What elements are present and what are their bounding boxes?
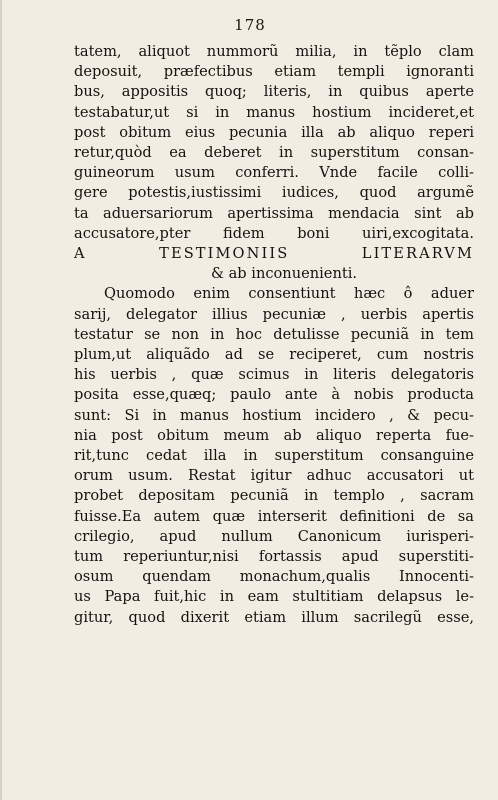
paragraph-line: us Papa fuit,hic in eam stultitiam delapsus le- — [74, 588, 474, 606]
paragraph-line: plum,ut aliquãdo ad se reciperet, cum nostris — [74, 346, 474, 364]
paragraph-line: nia post obitum meum ab aliquo reperta fue- — [74, 426, 474, 444]
paragraph-line: fuisse.Ea autem quæ interserit definitioni de sa — [74, 507, 474, 525]
section-heading: A TESTIMONIIS LITERARVM — [74, 245, 474, 263]
paragraph-line: orum usum. Restat igitur adhuc accusatori ut — [74, 467, 474, 485]
paragraph-line: sunt: Si in manus hostium incidero , & pecu- — [74, 406, 474, 424]
paragraph-line: sarij, delegator illius pecuniæ , uerbis apertis — [74, 305, 474, 323]
text-line: accusatore,pter fidem boni uiri,excogitata. — [74, 224, 474, 242]
text-line: gere potestis,iustissimi iudices, quod argumẽ — [74, 184, 474, 202]
text-line: post obitum eius pecunia illa ab aliquo reperi — [74, 123, 474, 141]
paragraph-line: probet depositam pecuniã in templo , sacram — [74, 487, 474, 505]
text-line: bus, appositis quoq; literis, in quibus aperte — [74, 83, 474, 101]
paragraph-line: posita esse,quæq; paulo ante à nobis producta — [74, 386, 474, 404]
text-line: guineorum usum conferri. Vnde facile colli- — [74, 164, 474, 182]
text-line: testabatur,ut si in manus hostium incideret,et — [74, 103, 474, 121]
paragraph-line: crilegio, apud nullum Canonicum iurisperi- — [74, 527, 474, 545]
paragraph-line: gitur, quod dixerit etiam illum sacrilegũ esse, — [74, 608, 474, 626]
paragraph-line: his uerbis , quæ scimus in literis delegatoris — [74, 366, 474, 384]
paragraph-line: testatur se non in hoc detulisse pecuniã in tem — [74, 325, 474, 343]
paragraph-line: tum reperiuntur,nisi fortassis apud superstiti- — [74, 548, 474, 566]
paragraph-line: rit,tunc cedat illa in superstitum consanguine — [74, 447, 474, 465]
text-line: retur,quòd ea deberet in superstitum consan- — [74, 144, 474, 162]
paragraph-line: osum quendam monachum,qualis Innocenti- — [74, 568, 474, 586]
paragraph-line: Quomodo enim consentiunt hæc ô aduer — [104, 285, 474, 303]
page-body — [74, 42, 474, 628]
text-line: tatem, aliquot nummorũ milia, in tẽplo clam — [74, 43, 474, 60]
page-number: 178 — [234, 16, 266, 34]
text-line: deposuit, præfectibus etiam templi ignoranti — [74, 63, 474, 81]
section-subheading: & ab inconuenienti. — [210, 265, 358, 283]
text-line: ta aduersariorum apertissima mendacia sint ab — [74, 204, 474, 222]
